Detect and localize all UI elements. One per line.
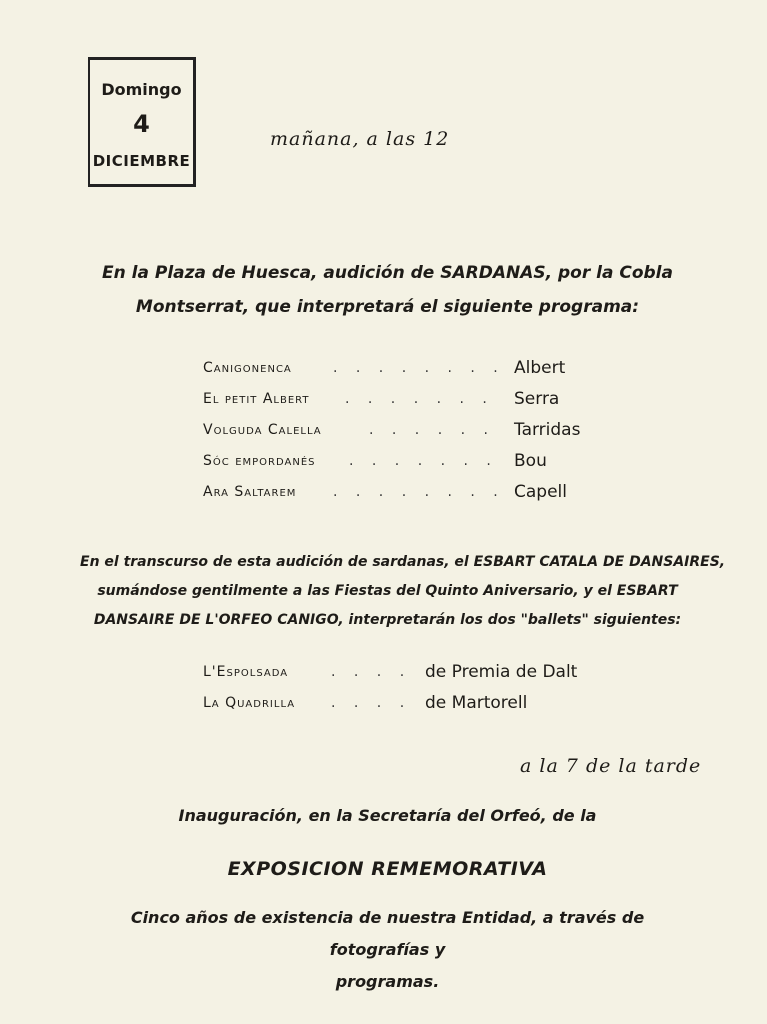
time-afternoon: a la 7 de la tarde bbox=[520, 755, 702, 777]
sardana-author: Capell bbox=[514, 482, 567, 502]
program-row bbox=[203, 695, 603, 726]
program-row bbox=[203, 664, 603, 695]
date-day: 4 bbox=[133, 110, 150, 138]
closing-paragraph bbox=[80, 902, 695, 998]
ballets-line-1: En el transcurso de esta audición de sardanas, el ESBART CATALA DE DANSAIRES, bbox=[80, 554, 726, 570]
closing-line-1: Cinco años de existencia de nuestra Entidad, a través de fotografías y bbox=[130, 908, 645, 959]
leader-dots: . . . . . . . . bbox=[333, 360, 505, 376]
sardana-title: El petit Albert bbox=[203, 391, 310, 407]
leader-dots: . . . . . . . bbox=[345, 391, 494, 407]
sardana-author: Tarridas bbox=[514, 420, 581, 440]
sardana-author: Serra bbox=[514, 389, 560, 409]
inauguration-line: Inauguración, en la Secretaría del Orfeó, de la bbox=[178, 806, 597, 825]
ballets-program bbox=[203, 664, 603, 726]
sardana-author: Bou bbox=[514, 451, 547, 471]
leader-dots: . . . . bbox=[331, 695, 412, 711]
sardana-title: Volguda Calella bbox=[203, 422, 322, 438]
leader-dots: . . . . . . bbox=[369, 422, 495, 438]
ballets-line-2: sumándose gentilmente a las Fiestas del Quinto Aniversario, y el ESBART bbox=[97, 583, 678, 599]
intro-line-1: En la Plaza de Huesca, audición de SARDANAS, por la Cobla bbox=[102, 263, 673, 283]
ballet-origin: de Premia de Dalt bbox=[425, 662, 578, 682]
sardana-author: Albert bbox=[514, 358, 566, 378]
ballet-title: L'Espolsada bbox=[203, 664, 289, 680]
intro-line-2: Montserrat, que interpretará el siguiente programa: bbox=[135, 297, 640, 317]
program-row bbox=[203, 422, 603, 453]
program-row bbox=[203, 360, 603, 391]
time-morning: mañana, a las 12 bbox=[270, 128, 450, 150]
date-box bbox=[88, 57, 196, 187]
closing-line-2: programas. bbox=[335, 972, 440, 991]
leader-dots: . . . . . . . bbox=[349, 453, 498, 469]
program-row bbox=[203, 391, 603, 422]
sardana-title: Sóc empordanés bbox=[203, 453, 316, 469]
ballet-title: La Quadrilla bbox=[203, 695, 296, 711]
program-row bbox=[203, 453, 603, 484]
date-weekday: Domingo bbox=[101, 80, 182, 99]
exposition-title: EXPOSICION REMEMORATIVA bbox=[227, 858, 548, 880]
leader-dots: . . . . bbox=[331, 664, 412, 680]
intro-paragraph bbox=[80, 256, 695, 324]
program-row bbox=[203, 484, 603, 515]
ballets-line-3: DANSAIRE DE L'ORFEO CANIGO, interpretarán los dos "ballets" siguientes: bbox=[93, 612, 682, 628]
sardana-title: Ara Saltarem bbox=[203, 484, 297, 500]
date-month: DICIEMBRE bbox=[92, 152, 191, 170]
ballets-paragraph bbox=[80, 548, 726, 635]
sardana-title: Canigonenca bbox=[203, 360, 292, 376]
leader-dots: . . . . . . . . bbox=[333, 484, 505, 500]
sardanas-program bbox=[203, 360, 603, 515]
ballet-origin: de Martorell bbox=[425, 693, 528, 713]
